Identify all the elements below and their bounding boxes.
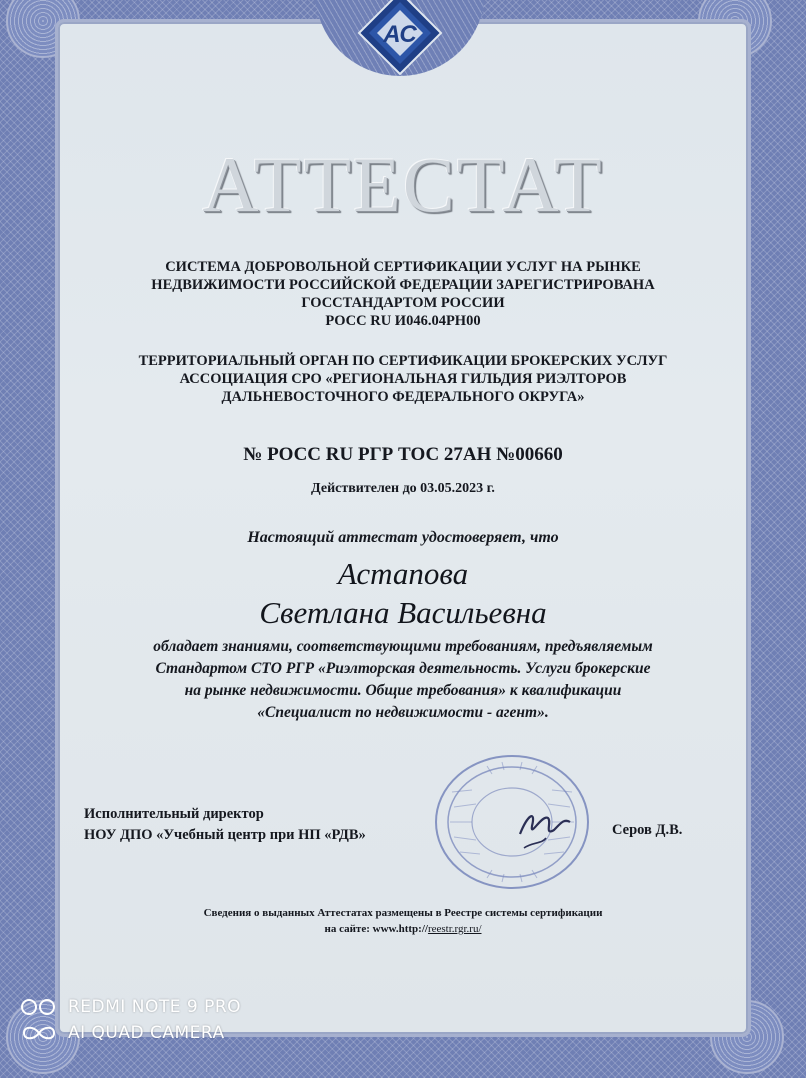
camera-quad-icon bbox=[20, 1022, 58, 1044]
signer-name: Серов Д.В. bbox=[612, 822, 683, 838]
certificate-title: АТТЕСТАТ bbox=[202, 141, 604, 228]
certificate-number: № РОСС RU РГР ТОС 27АН №00660 bbox=[243, 444, 563, 465]
camera-lens-icon bbox=[20, 996, 58, 1018]
director-block bbox=[84, 804, 366, 846]
description-line: «Специалист по недвижимости - агент». bbox=[257, 704, 549, 721]
footer-line-2 bbox=[0, 921, 806, 937]
organ-line: АССОЦИАЦИЯ СРО «РЕГИОНАЛЬНАЯ ГИЛЬДИЯ РИЭЛТОРОВ bbox=[179, 371, 627, 387]
camera-watermark bbox=[20, 994, 241, 1046]
description-line: на рынке недвижимости. Общие требования» к квалификации bbox=[184, 682, 622, 699]
system-block bbox=[0, 258, 806, 330]
association-logo bbox=[315, 0, 485, 106]
director-title: Исполнительный директор bbox=[84, 806, 264, 822]
system-line: НЕДВИЖИМОСТИ РОССИЙСКОЙ ФЕДЕРАЦИИ ЗАРЕГИСТРИРОВАНА bbox=[151, 277, 655, 293]
description-line: Стандартом СТО РГР «Риэлторская деятельность. Услуги брокерские bbox=[155, 660, 651, 677]
footer-site-prefix: на сайте: www.http:// bbox=[324, 923, 428, 935]
system-line: РОСС RU И046.04РН00 bbox=[325, 313, 481, 329]
system-line: ГОССТАНДАРТОМ РОССИИ bbox=[301, 295, 505, 311]
official-stamp-icon bbox=[432, 752, 592, 892]
organ-line: ДАЛЬНЕВОСТОЧНОГО ФЕДЕРАЛЬНОГО ОКРУГА» bbox=[221, 389, 585, 405]
registry-footer bbox=[0, 905, 806, 937]
holder-surname: Астапова bbox=[337, 556, 469, 591]
description-line: обладает знаниями, соответствующими требованиям, предъявляемым bbox=[153, 638, 653, 655]
watermark-line-1: REDMI NOTE 9 PRO bbox=[68, 997, 242, 1017]
organ-line: ТЕРРИТОРИАЛЬНЫЙ ОРГАН ПО СЕРТИФИКАЦИИ БРОКЕРСКИХ УСЛУГ bbox=[138, 353, 668, 369]
holder-name: Светлана Васильевна bbox=[259, 595, 547, 630]
valid-until: Действителен до 03.05.2023 г. bbox=[311, 481, 495, 496]
certifies-text: Настоящий аттестат удостоверяет, что bbox=[247, 529, 559, 546]
watermark-line-2: AI QUAD CAMERA bbox=[68, 1023, 225, 1043]
organ-block bbox=[0, 352, 806, 406]
qualification-description bbox=[0, 636, 806, 724]
director-organization: НОУ ДПО «Учебный центр при НП «РДВ» bbox=[84, 827, 366, 843]
system-line: СИСТЕМА ДОБРОВОЛЬНОЙ СЕРТИФИКАЦИИ УСЛУГ НА РЫНКЕ bbox=[165, 259, 641, 275]
logo-diamond-icon bbox=[357, 0, 443, 76]
footer-line: Сведения о выданных Аттестатах размещены в Реестре системы сертификации bbox=[203, 907, 603, 919]
registry-link[interactable]: reestr.rgr.ru/ bbox=[427, 923, 482, 935]
logo-letters: АС bbox=[383, 21, 417, 48]
